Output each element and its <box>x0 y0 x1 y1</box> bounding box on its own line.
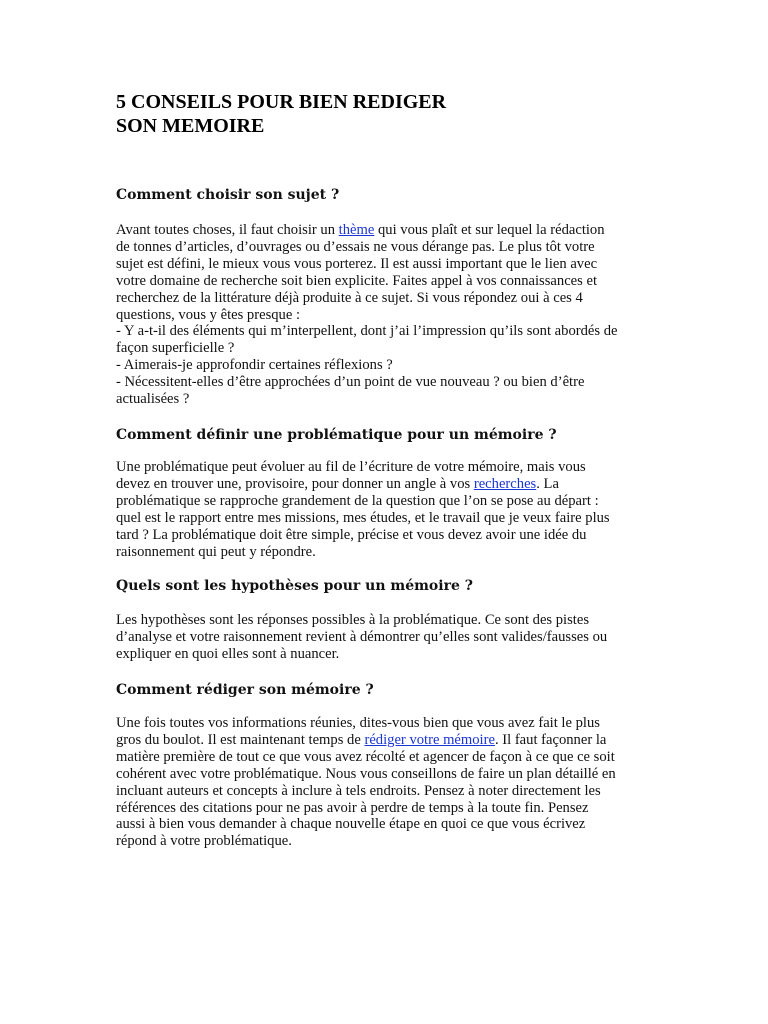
paragraph-line: tard ? La problématique doit être simple, précise et vous devez avoir une idée du <box>116 526 587 543</box>
document-title <box>116 90 656 138</box>
section-heading-define-problem: Comment définir une problématique pour un mémoire ? <box>116 427 557 443</box>
paragraph-line: - Y a-t-il des éléments qui m’interpellent, dont j’ai l’impression qu’ils sont abordés de <box>116 323 618 340</box>
line-text: gros du boulot. Il est maintenant temps de <box>116 731 365 748</box>
paragraph-line: d’analyse et votre raisonnement revient à démontrer qu’elles sont valides/fausses ou <box>116 628 608 645</box>
paragraph-line: aussi à bien vous demander à chaque nouvelle étape en quoi ce que vous écrivez <box>116 816 586 833</box>
paragraph-line: façon superficielle ? <box>116 340 235 357</box>
section-body-define-problem <box>116 459 656 560</box>
recherches-link[interactable]: recherches <box>473 475 537 492</box>
paragraph-line: - Nécessitent-elles d’être approchées d’un point de vue nouveau ? ou bien d’être <box>116 374 585 391</box>
title-line: SON MEMOIRE <box>116 115 265 137</box>
theme-link[interactable]: thème <box>338 222 375 238</box>
paragraph-line: matière première de tout ce que vous avez récolté et agencer de façon à ce que ce soit <box>116 748 615 765</box>
paragraph-line: Une problématique peut évoluer au fil de l’écriture de votre mémoire, mais vous <box>116 459 586 475</box>
paragraph-line: cohérent avec votre problématique. Nous vous conseillons de faire un plan détaillé en <box>116 765 616 782</box>
paragraph-line: expliquer en quoi elles sont à nuancer. <box>116 645 340 662</box>
paragraph-line <box>116 476 656 493</box>
paragraph-line: raisonnement qui peut y répondre. <box>116 543 316 560</box>
paragraph-line: Une fois toutes vos informations réunies, dites-vous bien que vous avez fait le plus <box>116 715 600 731</box>
section-body-choose-subject <box>116 222 656 408</box>
paragraph-line: actualisées ? <box>116 391 190 408</box>
title-line: 5 CONSEILS POUR BIEN REDIGER <box>116 91 447 113</box>
section-body-hypotheses <box>116 612 656 663</box>
line-text: devez en trouver une, provisoire, pour donner un angle à vos <box>116 475 474 492</box>
section-body-write-memoire <box>116 715 656 850</box>
paragraph-line: votre domaine de recherche soit bien explicite. Faites appel à vos connaissances et <box>116 272 598 289</box>
paragraph-line: quel est le rapport entre mes missions, mes études, et le travail que je veux faire plus <box>116 509 610 526</box>
paragraph-line: références des citations pour ne pas avoir à perdre de temps à la toute fin. Pensez <box>116 799 589 816</box>
paragraph-line: sujet est défini, le mieux vous vous porterez. Il est aussi important que le lien avec <box>116 255 598 272</box>
paragraph-line: Les hypothèses sont les réponses possibles à la problématique. Ce sont des pistes <box>116 612 590 628</box>
paragraph-line: incluant auteurs et concepts à inclure à tels endroits. Pensez à noter directement les <box>116 782 601 799</box>
rediger-memoire-link[interactable]: rédiger votre mémoire <box>364 731 495 748</box>
line-text: Avant toutes choses, il faut choisir un <box>116 222 339 238</box>
paragraph-line: questions, vous y êtes presque : <box>116 306 301 323</box>
line-text: . Il faut façonner la <box>494 731 607 748</box>
line-text: . La <box>536 475 559 492</box>
section-heading-hypotheses: Quels sont les hypothèses pour un mémoire ? <box>116 578 473 594</box>
paragraph-line: - Aimerais-je approfondir certaines réflexions ? <box>116 357 393 374</box>
paragraph-line: de tonnes d’articles, d’ouvrages ou d’essais ne vous dérange pas. Le plus tôt votre <box>116 238 595 255</box>
paragraph-line: recherchez de la littérature déjà produite à ce sujet. Si vous répondez oui à ces 4 <box>116 289 583 306</box>
line-text: qui vous plaît et sur lequel la rédaction <box>374 222 605 238</box>
section-heading-write-memoire: Comment rédiger son mémoire ? <box>116 682 374 698</box>
paragraph-line <box>116 222 656 239</box>
paragraph-line: problématique se rapproche grandement de la question que l’on se pose au départ : <box>116 492 599 509</box>
paragraph-line <box>116 732 656 749</box>
section-heading-choose-subject: Comment choisir son sujet ? <box>116 187 340 203</box>
paragraph-line: répond à votre problématique. <box>116 833 292 850</box>
